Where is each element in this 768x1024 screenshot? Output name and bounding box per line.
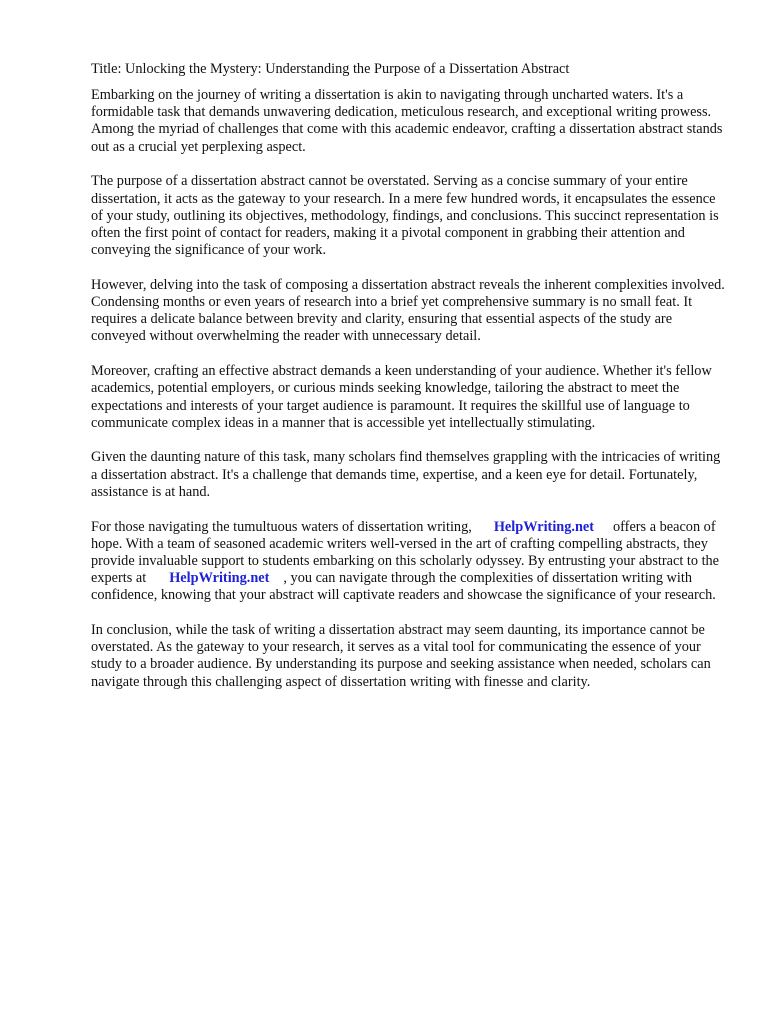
promo-text-1: For those navigating the tumultuous waters of dissertation writing, [91,518,472,535]
paragraph-audience: Moreover, crafting an effective abstract demands a keen understanding of your audience. Whether it's fellow academics, potential employers, or curious minds seeking knowledge, tailoring the abstract to meet the expectations and interests of your target audience is paramount. It requires the skillful use of language to communicate complex ideas in a manner that is accessible yet intellectually stimulating. [91,363,712,431]
paragraph-daunting: Given the daunting nature of this task, many scholars find themselves grappling with the intricacies of writing a dissertation abstract. It's a challenge that demands time, expertise, and a keen eye for detail. Fortunately, assistance is at hand. [91,449,721,500]
promo-text-2: offers a beacon of hope. With a team of seasoned academic writers well-versed in the art of crafting compelling abstracts, they provide invaluable support to students embarking on this scholarly odyssey. By entrusting your abstract to the experts at [91,518,720,587]
document-title: Title: Unlocking the Mystery: Understanding the Purpose of a Dissertation Abstract [91,61,570,77]
paragraph-conclusion: In conclusion, while the task of writing a dissertation abstract may seem daunting, its importance cannot be overstated. As the gateway to your research, it serves as a vital tool for communicating the essence of your study to a broader audience. By understanding its purpose and seeking assistance when needed, scholars can navigate through this challenging aspect of dissertation writing with finesse and clarity. [91,622,711,690]
paragraph-promo [91,519,728,605]
paragraph-intro: Embarking on the journey of writing a dissertation is akin to navigating through uncharted waters. It's a formidable task that demands unwavering dedication, meticulous research, and exceptional writing prowess. Among the myriad of challenges that come with this academic endeavor, crafting a dissertation abstract stands out as a crucial yet perplexing aspect. [91,87,723,155]
paragraph-complexities: However, delving into the task of composing a dissertation abstract reveals the inherent complexities involved. Condensing months or even years of research into a brief yet comprehensive summary is no small feat. It requires a delicate balance between brevity and clarity, ensuring that essential aspects of the study are conveyed without overwhelming the reader with unnecessary detail. [91,276,725,345]
paragraph-purpose: The purpose of a dissertation abstract cannot be overstated. Serving as a concise summary of your entire dissertation, it acts as the gateway to your research. In a mere few hundred words, it encapsulates the essence of your study, outlining its objectives, methodology, findings, and conclusions. This succinct representation is often the first point of contact for readers, making it a pivotal component in grabbing their attention and conveying the significance of your work. [91,173,719,259]
helpwriting-link-1[interactable]: HelpWriting.net [493,518,595,535]
promo-text-3: , you can navigate through the complexities of dissertation writing with confidence, knowing that your abstract will captivate readers and showcase the significance of your research. [91,570,716,604]
helpwriting-link-2[interactable]: HelpWriting.net [169,570,270,587]
